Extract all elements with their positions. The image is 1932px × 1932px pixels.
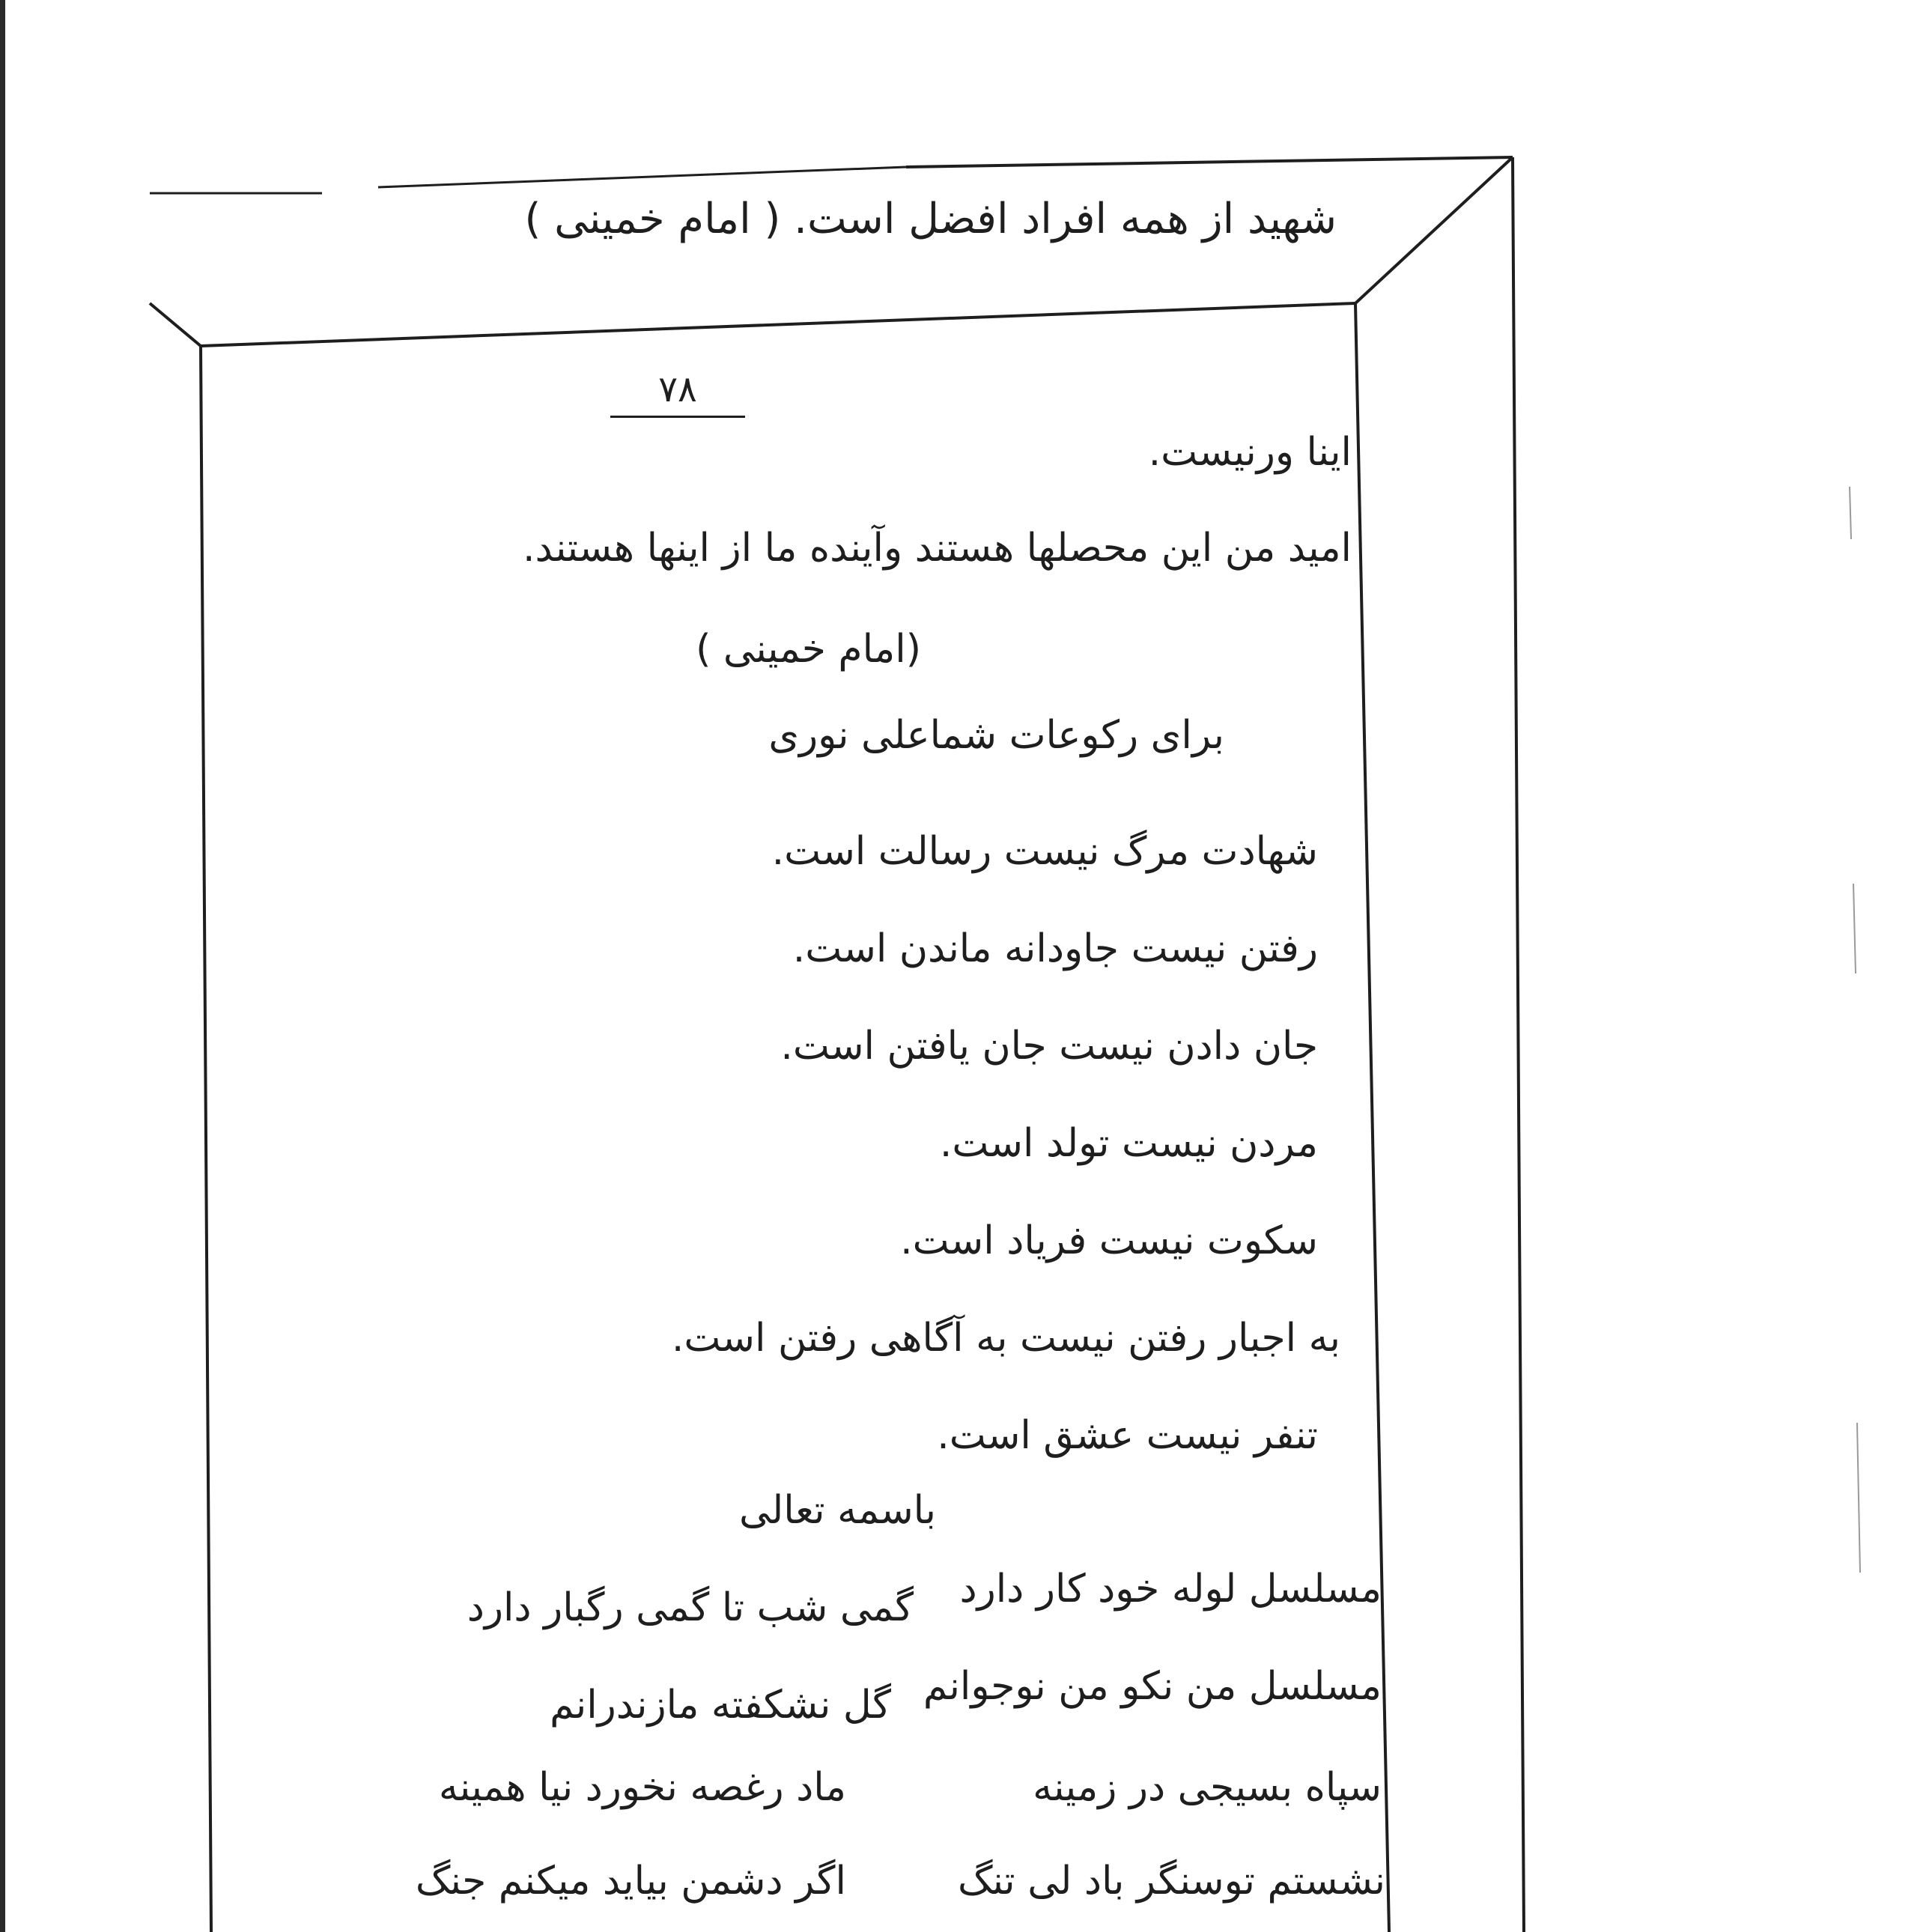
body-line: برای رکوعات شماعلی نوری [768,713,1224,758]
verse-right: مسلسل من نکو من نوجوانم [923,1664,1382,1709]
verse-right: نشستم توسنگر باد لی تنگ [957,1859,1385,1904]
body-line: شهادت مرگ نیست رسالت است. [771,829,1318,874]
body-line: امید من این محصلها هستند وآینده ما از اینها هستند. [523,526,1352,571]
attribution: (امام خمینی ) [696,627,921,672]
verse-left: ماد رغصه نخورد نیا همینه [438,1765,846,1810]
header-quote: شهید از همه افراد افضل است. ( امام خمینی ) [524,195,1337,243]
verse-right: سپاه بسیجی در زمینه [1033,1765,1382,1810]
verse-left: گل نشکفته مازندرانم [550,1683,891,1728]
subheading: باسمه تعالی [739,1488,936,1533]
verse-left: اگر دشمن بیاید میکنم جنگ [415,1859,846,1904]
body-line: رفتن نیست جاودانه ماندن است. [792,926,1318,971]
body-line: سکوت نیست فریاد است. [900,1218,1318,1263]
verse-right: مسلسل لوله خود کار دارد [959,1567,1382,1611]
page-number-underline [610,416,745,418]
page-number: ۷۸ [658,368,697,410]
body-line: اینا ورنیست. [1148,430,1352,475]
verse-left: گمی شب تا گمی رگبار دارد [467,1585,914,1630]
body-line: به اجبار رفتن نیست به آگاهی رفتن است. [671,1316,1340,1361]
body-line: جان دادن نیست جان یافتن است. [780,1024,1318,1069]
body-line: مردن نیست تولد است. [939,1121,1318,1166]
body-line: تنفر نیست عشق است. [937,1413,1318,1458]
